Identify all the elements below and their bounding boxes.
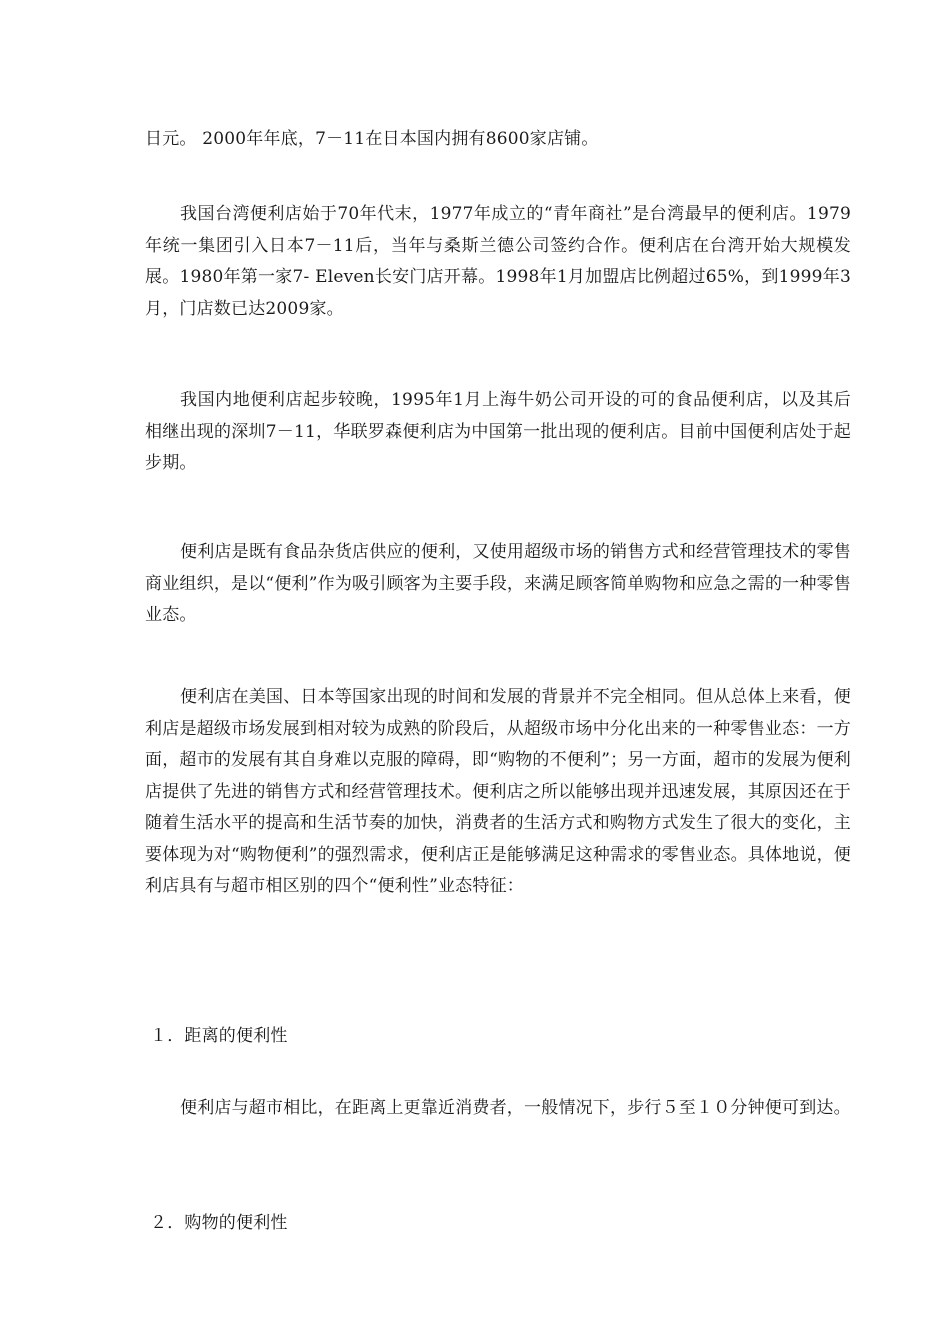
paragraph-2: 我国台湾便利店始于70年代末，1977年成立的“青年商社”是台湾最早的便利店。1979年统一集团引入日本7－11后，当年与桑斯兰德公司签约合作。便利店在台湾开始大规模发展。1980年第一家7- Eleven长安门店开幕。1998年1月加盟店比例超过65%，到1999年3月，门店数已达2009家。 <box>145 204 851 319</box>
paragraph-1: 日元。 2000年年底，7－11在日本国内拥有8600家店铺。 <box>145 129 599 149</box>
section-heading-1: １．距离的便利性 <box>150 1026 288 1046</box>
paragraph-4: 便利店是既有食品杂货店供应的便利，又使用超级市场的销售方式和经营管理技术的零售商业组织，是以“便利”作为吸引顾客为主要手段，来满足顾客简单购物和应急之需的一种零售业态。 <box>145 542 851 625</box>
paragraph-6: 便利店与超市相比，在距离上更靠近消费者，一般情况下，步行５至１０分钟便可到达。 <box>180 1098 851 1118</box>
paragraph-5: 便利店在美国、日本等国家出现的时间和发展的背景并不完全相同。但从总体上来看，便利店是超级市场发展到相对较为成熟的阶段后，从超级市场中分化出来的一种零售业态：一方面，超市的发展有其自身难以克服的障碍，即“购物的不便利”；另一方面，超市的发展为便利店提供了先进的销售方式和经营管理技术。便利店之所以能够出现并迅速发展，其原因还在于随着生活水平的提高和生活节奏的加快，消费者的生活方式和购物方式发生了很大的变化，主要体现为对“购物便利”的强烈需求，便利店正是能够满足这种需求的零售业态。具体地说，便利店具有与超市相区别的四个“便利性”业态特征： <box>145 687 851 896</box>
section-heading-2: ２．购物的便利性 <box>150 1213 288 1233</box>
paragraph-3: 我国内地便利店起步较晚，1995年1月上海牛奶公司开设的可的食品便利店，以及其后相继出现的深圳7－11，华联罗森便利店为中国第一批出现的便利店。目前中国便利店处于起步期。 <box>145 390 851 473</box>
